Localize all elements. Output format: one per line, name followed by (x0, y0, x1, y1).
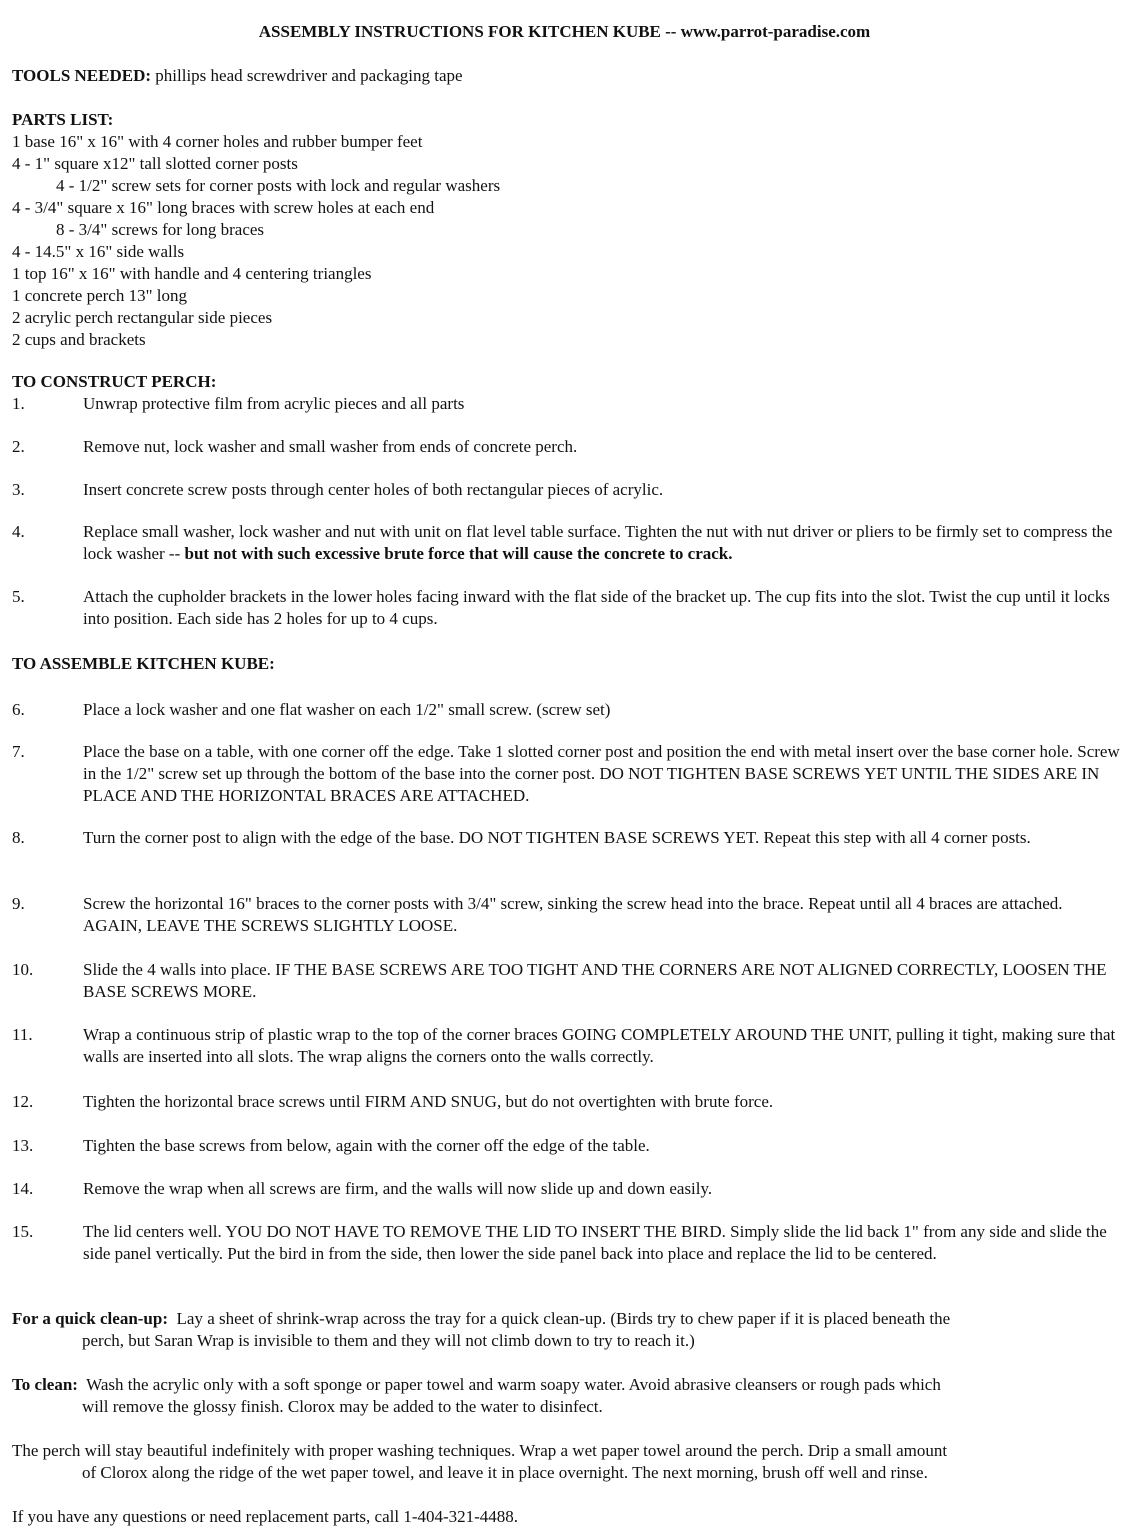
step-12 (12, 1091, 1122, 1113)
step-4-text: Replace small washer, lock washer and nut with unit on flat level table surface. Tighten the nut with nut driver or pliers to be firmly set to compress the lock washer -- (83, 522, 1113, 563)
step-9 (12, 893, 1122, 937)
step-text (83, 521, 1122, 565)
step-text: Tighten the base screws from below, again with the corner off the edge of the table. (83, 1136, 650, 1155)
step-number: 4. (12, 522, 25, 541)
step-11 (12, 1024, 1122, 1068)
step-6 (12, 699, 1122, 721)
cleanup-paragraph (12, 1308, 1122, 1352)
step-text: Place a lock washer and one flat washer on each 1/2" small screw. (screw set) (83, 700, 611, 719)
step-number: 7. (12, 742, 25, 761)
parts-list-item: 4 - 1" square x12" tall slotted corner posts (12, 154, 298, 173)
step-text: The lid centers well. YOU DO NOT HAVE TO REMOVE THE LID TO INSERT THE BIRD. Simply slide the lid back 1" from any side and slide the side panel vertically. Put the bird in from the side, then lower the side panel back into place and replace the lid to be centered. (83, 1222, 1107, 1263)
cleanup-text: Lay a sheet of shrink-wrap across the tray for a quick clean-up. (Birds try to chew paper if it is placed beneath the (176, 1309, 951, 1328)
contact-text: If you have any questions or need replacement parts, call 1-404-321-4488. (12, 1507, 519, 1526)
step-text: Place the base on a table, with one corner off the edge. Take 1 slotted corner post and position the end with metal insert over the base corner hole. Screw in the 1/2" screw set up through the bottom of the base into the corner post. DO NOT TIGHTEN BASE SCREWS YET UNTIL THE SIDES ARE IN PLACE AND THE HORIZONTAL BRACES ARE ATTACHED. (83, 742, 1120, 805)
step-4-warning: but not with such excessive brute force that will cause the concrete to crack. (184, 544, 733, 563)
step-5 (12, 586, 1122, 630)
step-number: 13. (12, 1136, 34, 1155)
step-14 (12, 1178, 1122, 1200)
assemble-heading: TO ASSEMBLE KITCHEN KUBE: (12, 654, 275, 673)
page-title: ASSEMBLY INSTRUCTIONS FOR KITCHEN KUBE -- www.parrot-paradise.com (258, 22, 871, 41)
parts-list-item: 1 base 16" x 16" with 4 corner holes and rubber bumper feet (12, 132, 423, 151)
clean-text-continued: will remove the glossy finish. Clorox may be added to the water to disinfect. (82, 1397, 603, 1416)
cleanup-label: For a quick clean-up: (12, 1309, 169, 1328)
parts-items (12, 131, 1117, 351)
perch-care-paragraph (12, 1440, 1122, 1484)
tools-label: TOOLS NEEDED: (12, 66, 152, 85)
step-number: 9. (12, 894, 25, 913)
perch-care-text-continued: of Clorox along the ridge of the wet paper towel, and leave it in place overnight. The next morning, brush off well and rinse. (82, 1463, 928, 1482)
assemble-heading-block (12, 653, 1117, 675)
clean-text: Wash the acrylic only with a soft sponge or paper towel and warm soapy water. Avoid abrasive cleansers or rough pads which (86, 1375, 941, 1394)
clean-paragraph (12, 1374, 1122, 1418)
parts-list-item: 2 cups and brackets (12, 330, 146, 349)
parts-list-item: 4 - 1/2" screw sets for corner posts with lock and regular washers (56, 176, 501, 195)
parts-list-item: 4 - 14.5" x 16" side walls (12, 242, 185, 261)
step-text: Screw the horizontal 16" braces to the corner posts with 3/4" screw, sinking the screw head into the brace. Repeat until all 4 braces are attached. AGAIN, LEAVE THE SCREWS SLIGHTLY LOOSE. (83, 894, 1063, 935)
clean-label: To clean: (12, 1375, 78, 1394)
parts-list (12, 109, 1117, 351)
step-text: Attach the cupholder brackets in the lower holes facing inward with the flat side of the bracket up. The cup fits into the slot. Twist the cup until it locks into position. Each side has 2 holes for up to 4 cups. (83, 587, 1110, 628)
step-text: Insert concrete screw posts through center holes of both rectangular pieces of acrylic. (83, 480, 664, 499)
tools-text: phillips head screwdriver and packaging tape (155, 66, 463, 85)
step-text: Tighten the horizontal brace screws until FIRM AND SNUG, but do not overtighten with brute force. (83, 1092, 774, 1111)
step-3 (12, 479, 1122, 501)
perch-heading-block (12, 371, 1117, 393)
step-number: 15. (12, 1222, 34, 1241)
step-number: 8. (12, 828, 25, 847)
step-13 (12, 1135, 1122, 1157)
step-number: 11. (12, 1025, 33, 1044)
step-number: 1. (12, 394, 25, 413)
parts-list-item: 8 - 3/4" screws for long braces (56, 220, 265, 239)
step-text: Unwrap protective film from acrylic pieces and all parts (83, 394, 465, 413)
tools-needed (12, 65, 1117, 87)
step-text: Turn the corner post to align with the edge of the base. DO NOT TIGHTEN BASE SCREWS YET. Repeat this step with all 4 corner posts. (83, 828, 1031, 847)
step-text: Slide the 4 walls into place. IF THE BASE SCREWS ARE TOO TIGHT AND THE CORNERS ARE NOT ALIGNED CORRECTLY, LOOSEN THE BASE SCREWS MORE. (83, 960, 1107, 1001)
step-text: Remove nut, lock washer and small washer from ends of concrete perch. (83, 437, 578, 456)
step-8 (12, 827, 1122, 849)
step-number: 2. (12, 437, 25, 456)
step-number: 10. (12, 960, 34, 979)
parts-list-item: 2 acrylic perch rectangular side pieces (12, 308, 273, 327)
step-number: 14. (12, 1179, 34, 1198)
step-text: Remove the wrap when all screws are firm, and the walls will now slide up and down easily. (83, 1179, 713, 1198)
step-10 (12, 959, 1122, 1003)
parts-heading: PARTS LIST: (12, 110, 114, 129)
step-number: 5. (12, 587, 25, 606)
step-2 (12, 436, 1122, 458)
step-number: 3. (12, 480, 25, 499)
step-1 (12, 393, 1122, 415)
parts-list-item: 1 top 16" x 16" with handle and 4 centering triangles (12, 264, 372, 283)
step-number: 6. (12, 700, 25, 719)
contact-line (12, 1506, 1122, 1528)
step-15 (12, 1221, 1122, 1265)
perch-care-text: The perch will stay beautiful indefinitely with proper washing techniques. Wrap a wet paper towel around the perch. Drip a small amount (12, 1441, 948, 1460)
step-number: 12. (12, 1092, 34, 1111)
parts-list-item: 1 concrete perch 13" long (12, 286, 187, 305)
parts-list-item: 4 - 3/4" square x 16" long braces with screw holes at each end (12, 198, 435, 217)
perch-heading: TO CONSTRUCT PERCH: (12, 372, 217, 391)
step-text: Wrap a continuous strip of plastic wrap to the top of the corner braces GOING COMPLETELY AROUND THE UNIT, pulling it tight, making sure that walls are inserted into all slots. The wrap aligns the corners onto the walls correctly. (83, 1025, 1116, 1066)
step-4 (12, 521, 1122, 565)
step-7 (12, 741, 1122, 807)
cleanup-text-continued: perch, but Saran Wrap is invisible to them and they will not climb down to try to reach it.) (82, 1331, 695, 1350)
